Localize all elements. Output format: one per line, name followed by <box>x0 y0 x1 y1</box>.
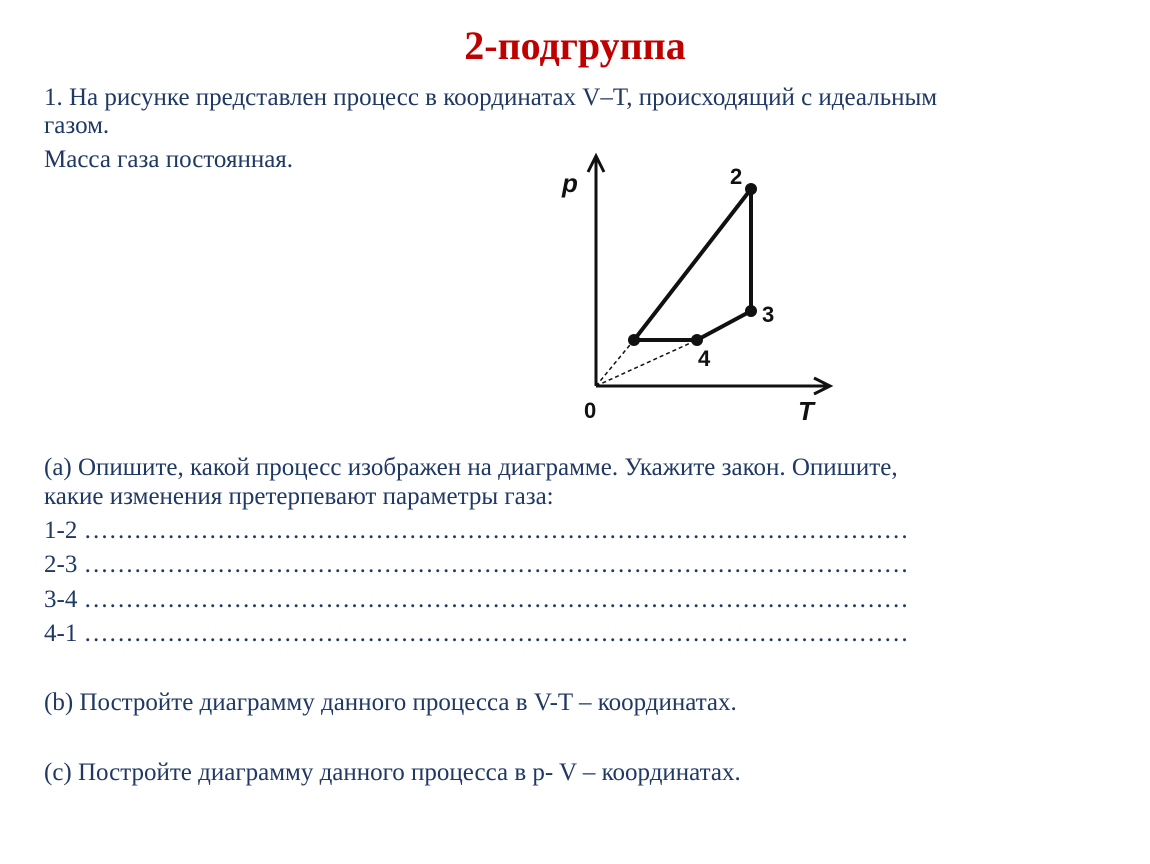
process-1-2 <box>634 189 751 340</box>
point-label-4: 4 <box>698 346 711 371</box>
point-4 <box>691 334 703 346</box>
page-title: 2-подгруппа <box>464 23 686 68</box>
answer-row-label: 4-1 <box>44 621 78 647</box>
answer-dotted-line: ……………………………………………………………………………………… <box>83 518 909 544</box>
answer-dotted-line: ……………………………………………………………………………………… <box>83 621 909 647</box>
question-1-line-2: газом. <box>44 112 110 139</box>
point-2 <box>745 183 757 195</box>
question-1-line-1: 1. На рисунке представлен процесс в координатах V–T, происходящий с идеальным <box>44 84 938 111</box>
origin-label: 0 <box>584 398 597 423</box>
answer-row-label: 2-3 <box>44 552 78 578</box>
point-3 <box>745 305 757 317</box>
answer-row-1-2[interactable] <box>44 518 1084 544</box>
point-label-2: 2 <box>730 164 743 189</box>
answer-row-label: 1-2 <box>44 518 78 544</box>
answer-dotted-line: ……………………………………………………………………………………… <box>83 552 909 578</box>
dashed-line-origin-to-4 <box>596 340 697 386</box>
answer-row-3-4[interactable] <box>44 587 1084 613</box>
part-b-question: (b) Постройте диаграмму данного процесса в V-T – координатах. <box>44 689 737 716</box>
answer-dotted-line: ……………………………………………………………………………………… <box>83 587 909 613</box>
point-label-3: 3 <box>762 302 775 327</box>
answer-row-2-3[interactable] <box>44 552 1084 578</box>
answer-row-4-1[interactable] <box>44 621 1084 647</box>
part-c-question: (c) Постройте диаграмму данного процесса в p- V – координатах. <box>44 759 741 786</box>
mass-constant-note: Масса газа постоянная. <box>44 146 294 173</box>
part-a-line-1: (a) Опишите, какой процесс изображен на диаграмме. Укажите закон. Опишите, <box>44 454 898 481</box>
part-a-line-2: какие изменения претерпевают параметры газа: <box>44 483 554 510</box>
y-axis-label: p <box>562 168 578 198</box>
dashed-line-origin-to-1 <box>596 340 634 386</box>
p-t-diagram <box>550 148 850 438</box>
answer-row-label: 3-4 <box>44 587 78 613</box>
x-axis-label: T <box>798 396 814 426</box>
point-1 <box>628 334 640 346</box>
process-3-4 <box>697 311 751 340</box>
